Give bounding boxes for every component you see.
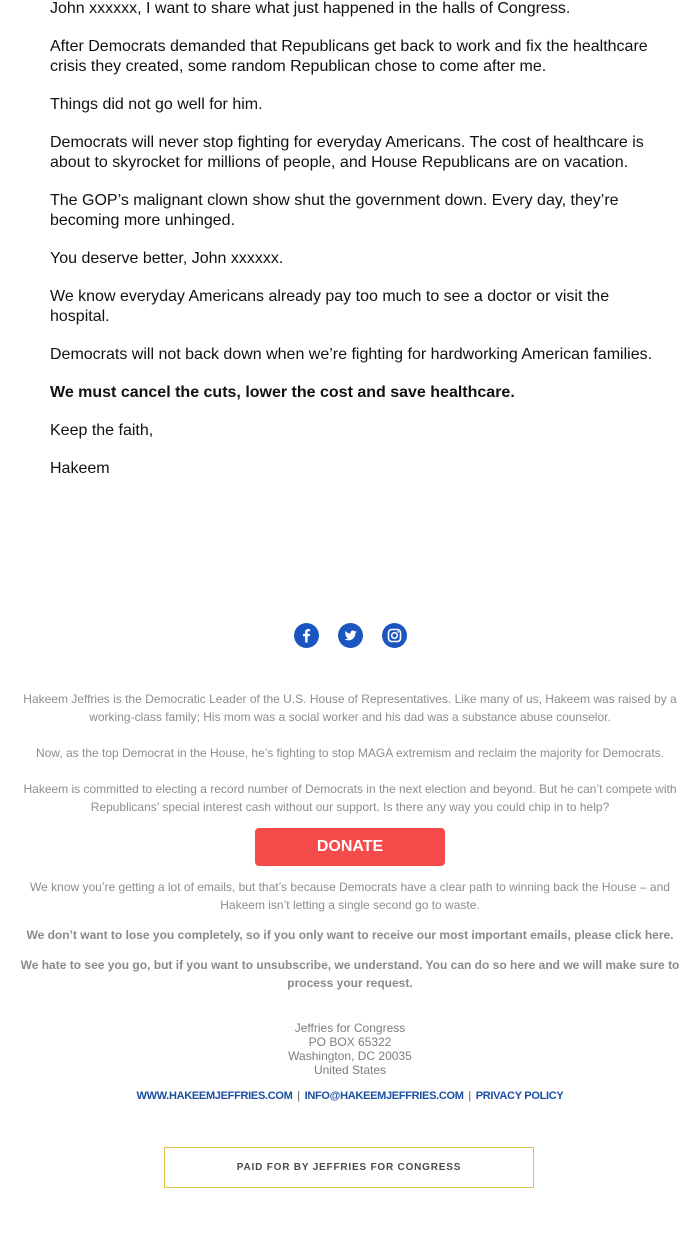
website-link[interactable]: WWW.HAKEEMJEFFRIES.COM — [136, 1090, 293, 1102]
instagram-icon[interactable] — [382, 623, 407, 648]
body-paragraph: The GOP’s malignant clown show shut the government down. Every day, they’re becoming more unhinged. — [50, 192, 619, 229]
greeting-paragraph: John xxxxxx, I want to share what just happened in the halls of Congress. — [50, 0, 571, 17]
signoff: Keep the faith, — [50, 422, 154, 439]
social-links — [0, 623, 700, 648]
twitter-icon[interactable] — [338, 623, 363, 648]
email-body — [50, 0, 670, 497]
important-emails-link[interactable]: We don’t want to lose you completely, so if you only want to receive our most important emails, please click here. — [26, 928, 674, 942]
address-country: United States — [313, 1063, 387, 1077]
privacy-policy-link[interactable]: PRIVACY POLICY — [475, 1090, 564, 1102]
facebook-icon[interactable] — [294, 623, 319, 648]
link-separator: | — [297, 1090, 300, 1102]
address-po-box: PO BOX 65322 — [308, 1035, 392, 1049]
body-paragraph: Democrats will never stop fighting for everyday Americans. The cost of healthcare is about to skyrocket for millions of people, and House Republicans are on vacation. — [50, 134, 644, 171]
body-paragraph: After Democrats demanded that Republicans get back to work and fix the healthcare crisis they created, some random Republican chose to come after me. — [50, 38, 648, 75]
paid-for-disclaimer: PAID FOR BY JEFFRIES FOR CONGRESS — [164, 1147, 534, 1188]
address-org: Jeffries for Congress — [294, 1021, 406, 1035]
link-separator: | — [468, 1090, 471, 1102]
address-city: Washington, DC 20035 — [288, 1049, 412, 1063]
body-paragraph: Things did not go well for him. — [50, 96, 263, 113]
call-to-action-paragraph: We must cancel the cuts, lower the cost and save healthcare. — [50, 384, 515, 401]
signature: Hakeem — [50, 460, 110, 477]
email-link[interactable]: INFO@HAKEEMJEFFRIES.COM — [304, 1090, 464, 1102]
footer-bio: Hakeem Jeffries is the Democratic Leader of the U.S. House of Representatives. Like many of us, Hakeem was raised by a working-class family; His mom was a social worker and his dad was a substance abuse counselor. — [23, 692, 677, 724]
footer-ask: Hakeem is committed to electing a record number of Democrats in the next election and beyond. But he can’t compete with Republicans’ special interest cash without our support. Is there any way you could chip in to help? — [23, 782, 677, 814]
mailing-address — [0, 1021, 700, 1077]
footer-mission: Now, as the top Democrat in the House, he’s fighting to stop MAGA extremism and reclaim the majority for Democrats. — [35, 746, 665, 760]
body-paragraph: You deserve better, John xxxxxx. — [50, 250, 284, 267]
footer-emails-note: We know you’re getting a lot of emails, but that’s because Democrats have a clear path to winning back the House – and Hakeem isn’t letting a single second go to waste. — [30, 880, 670, 912]
body-paragraph: We know everyday Americans already pay too much to see a doctor or visit the hospital. — [50, 288, 610, 325]
body-paragraph: Democrats will not back down when we’re fighting for hardworking American families. — [50, 346, 653, 363]
unsubscribe-link[interactable]: We hate to see you go, but if you want to unsubscribe, we understand. You can do so here and we will make sure to process your request. — [20, 958, 680, 990]
footer-links — [0, 1090, 700, 1102]
donate-button[interactable]: DONATE — [255, 828, 445, 866]
